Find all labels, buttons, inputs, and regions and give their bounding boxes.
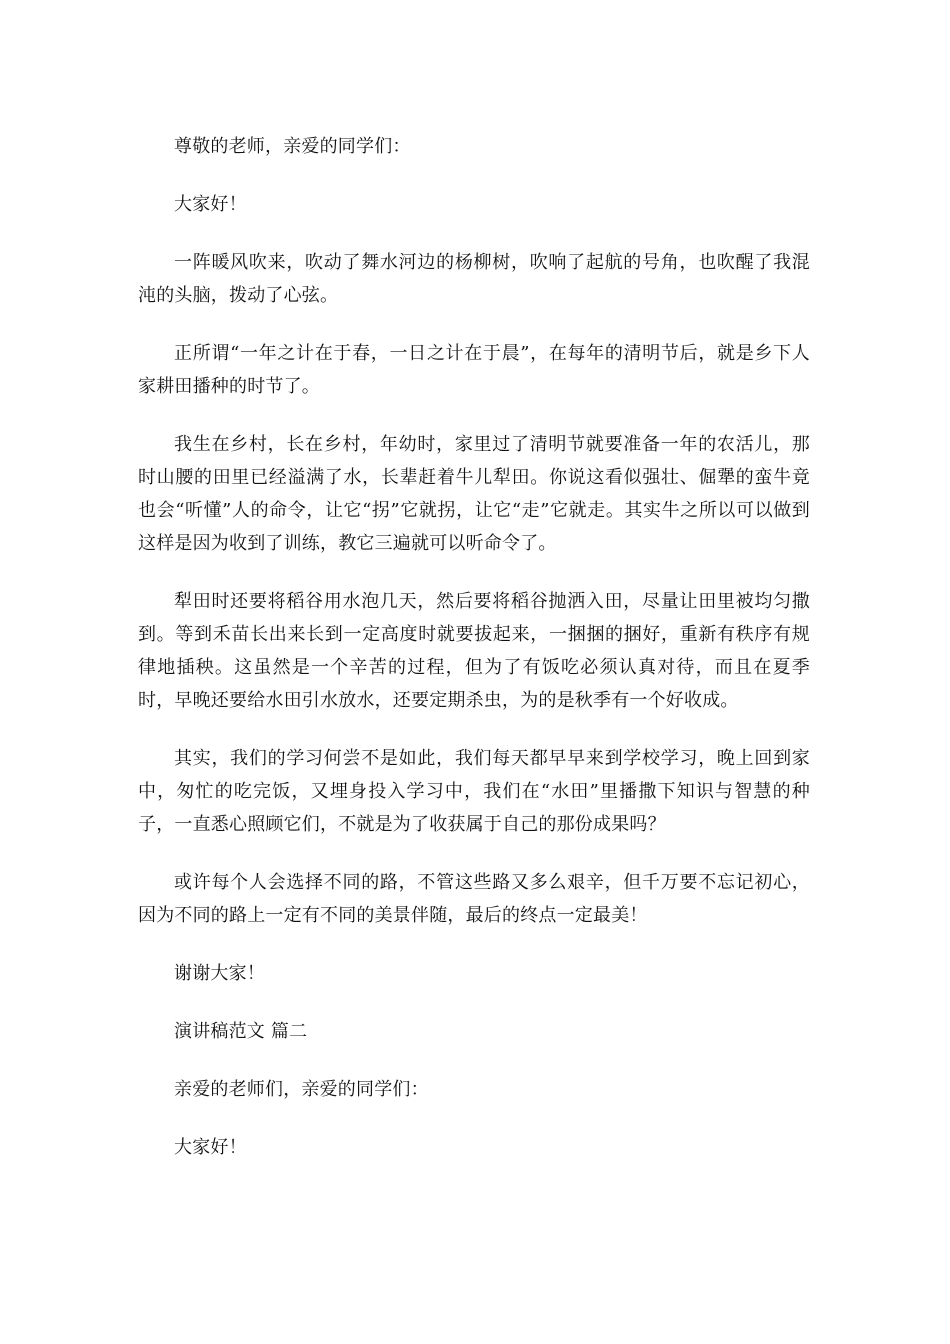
section-heading: 演讲稿范文 篇二 bbox=[174, 1021, 308, 1042]
paragraph: 或许每个人会选择不同的路，不管这些路又多么艰辛，但千万要不忘记初心，因为不同的路上一定有不同的美景伴随，最后的终点一定最美！ bbox=[138, 872, 810, 926]
paragraph: 一阵暖风吹来，吹动了舞水河边的杨柳树，吹响了起航的号角，也吹醒了我混沌的头脑，拨动了心弦。 bbox=[138, 252, 810, 306]
greeting: 大家好！ bbox=[174, 194, 247, 215]
paragraph: 犁田时还要将稻谷用水泡几天，然后要将稻谷抛洒入田，尽量让田里被均匀撒到。等到禾苗长出来长到一定高度时就要拔起来，一捆捆的捆好，重新有秩序有规律地插秧。这虽然是一个辛苦的过程，但为了有饭吃必须认真对待，而且在夏季时，早晚还要给水田引水放水，还要定期杀虫，为的是秋季有一个好收成。 bbox=[138, 591, 810, 711]
salutation: 亲爱的老师们，亲爱的同学们： bbox=[174, 1079, 429, 1100]
salutation: 尊敬的老师，亲爱的同学们： bbox=[174, 136, 411, 157]
closing: 谢谢大家！ bbox=[174, 963, 265, 984]
paragraph: 其实，我们的学习何尝不是如此，我们每天都早早来到学校学习，晚上回到家中，匆忙的吃完饭，又埋身投入学习中，我们在“水田”里播撒下知识与智慧的种子，一直悉心照顾它们，不就是为了收获属于自己的那份成果吗？ bbox=[138, 748, 810, 835]
document-body bbox=[138, 130, 810, 1189]
paragraph: 正所谓“一年之计在于春，一日之计在于晨”，在每年的清明节后，就是乡下人家耕田播种的时节了。 bbox=[138, 343, 810, 397]
paragraph: 我生在乡村，长在乡村，年幼时，家里过了清明节就要准备一年的农活儿，那时山腰的田里已经溢满了水，长辈赶着牛儿犁田。你说这看似强壮、倔犟的蛮牛竟也会“听懂”人的命令，让它“拐”它就拐，让它“走”它就走。其实牛之所以可以做到这样是因为收到了训练，教它三遍就可以听命令了。 bbox=[138, 434, 810, 554]
greeting: 大家好！ bbox=[174, 1137, 247, 1158]
